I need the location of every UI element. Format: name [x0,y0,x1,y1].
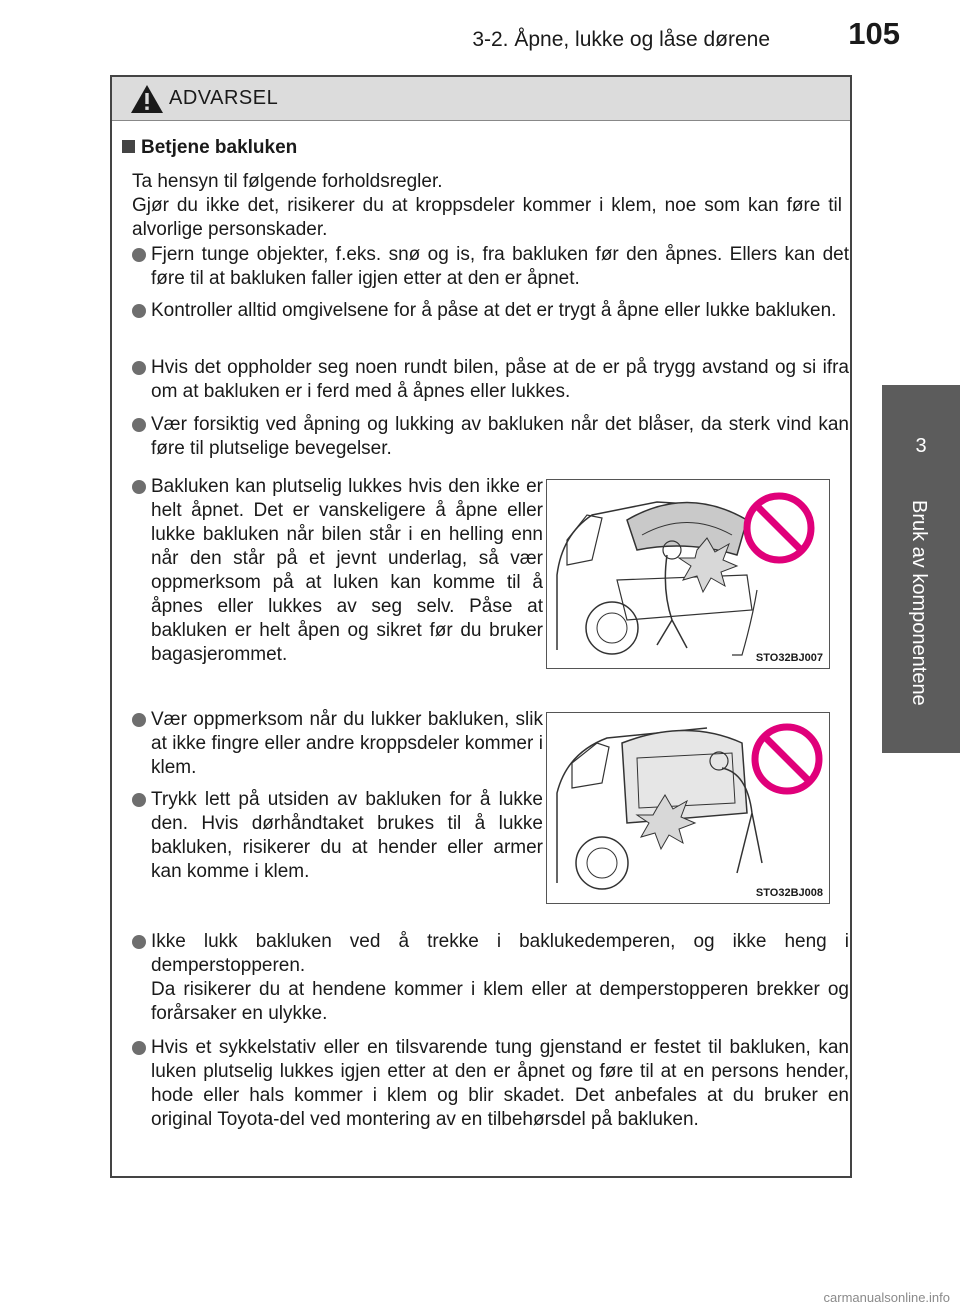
bullet-dot-icon [132,935,146,949]
warning-title: ADVARSEL [169,87,279,109]
bullet-dot-icon [132,713,146,727]
bullet-dot-icon [132,304,146,318]
running-header-section: 3-2. Åpne, lukke og låse dørene [472,28,770,51]
footer-watermark: carmanualsonline.info [823,1290,950,1305]
bullet-dot-icon [132,480,146,494]
chapter-number: 3 [915,435,927,457]
bullet-dot-icon [132,361,146,375]
warning-triangle-icon [130,84,164,114]
bullet-dot-icon [132,1041,146,1055]
bullet-dot-icon [132,248,146,262]
page-number: 105 [848,16,900,51]
chapter-label: Bruk av komponentene [908,500,930,706]
figure-code: STO32BJ007 [755,652,823,664]
warning-header [112,77,850,121]
car-tailgate-pinch-illustration [547,713,828,902]
section-title: Betjene bakluken [122,137,297,159]
square-bullet-icon [122,140,135,153]
illustration-tailgate-closing [546,479,830,669]
bullet-dot-icon [132,418,146,432]
illustration-tailgate-pinch [546,712,830,904]
chapter-tab [882,385,960,753]
warning-box: ADVARSEL Betjene bakluken Ta hensyn til følgende forholdsregler. Gjør du ikke det, risikerer du at kroppsdeler kommer i klem, noe som kan føre til alvorlige personskader. Fjern tunge objekter, f.eks. snø og is, fra bakluken før den åpnes. Ellers kan det føre til at bakluken faller igjen etter at den er åpnet. Kontroller alltid omgivelsene for å påse at det er trygt å åpne eller lukke bakluken. Hvis det oppholder seg noen rundt bilen, påse at de er på trygg avstand og si ifra om at bakluken er i ferd med å åpnes eller lukkes. Vær forsiktig ved åpning og lukking av bakluken når det blåser, da sterk vind kan føre til plutselige bevegelser. Bakluken kan plutselig lukkes hvis den ikke er helt åpnet. Det er vanskeligere å åpne eller lukke bakluken når bilen står i en helling enn når den står på et jevnt underlag, så vær oppmerksom på at luken kan komme til å åpnes eller lukkes av seg selv. Påse at bakluken er helt åpen og sikret før du bruker bagasjerommet. STO32BJ007 Vær oppmerksom når du lukker bakluken, slik at ikke fingre eller andre kroppsdeler kommer i klem. Trykk lett på utsiden av bakluken for å lukke den. Hvis dørhåndtaket brukes til å lukke bakluken, risikerer du at hender eller armer kan komme i klem. STO32BJ008 Ikke lukk bakluken ved å trekke i baklukedemperen, og ikke heng i demperstopperen. Da risikerer du at hendene kommer i klem eller at demperstopperen brekker og forårsaker en ulykke. Hvis et sykkelstativ eller en tilsvarende tung gjenstand er festet til bakluken, kan luken plutselig lukkes igjen etter at den er åpnet og føre til at en persons hender, hode eller hals kommer i klem og blir skadet. Det anbefales at du bruker en original Toyota-del ved montering av en tilbehørsdel på bakluken. [110,75,852,1178]
intro-text: Ta hensyn til følgende forholdsregler. Gjør du ikke det, risikerer du at kroppsdeler kommer i klem, noe som kan føre til alvorlige personskader. [132,171,842,240]
bullet-dot-icon [132,793,146,807]
figure-code: STO32BJ008 [755,887,823,899]
car-tailgate-illustration [547,480,828,667]
